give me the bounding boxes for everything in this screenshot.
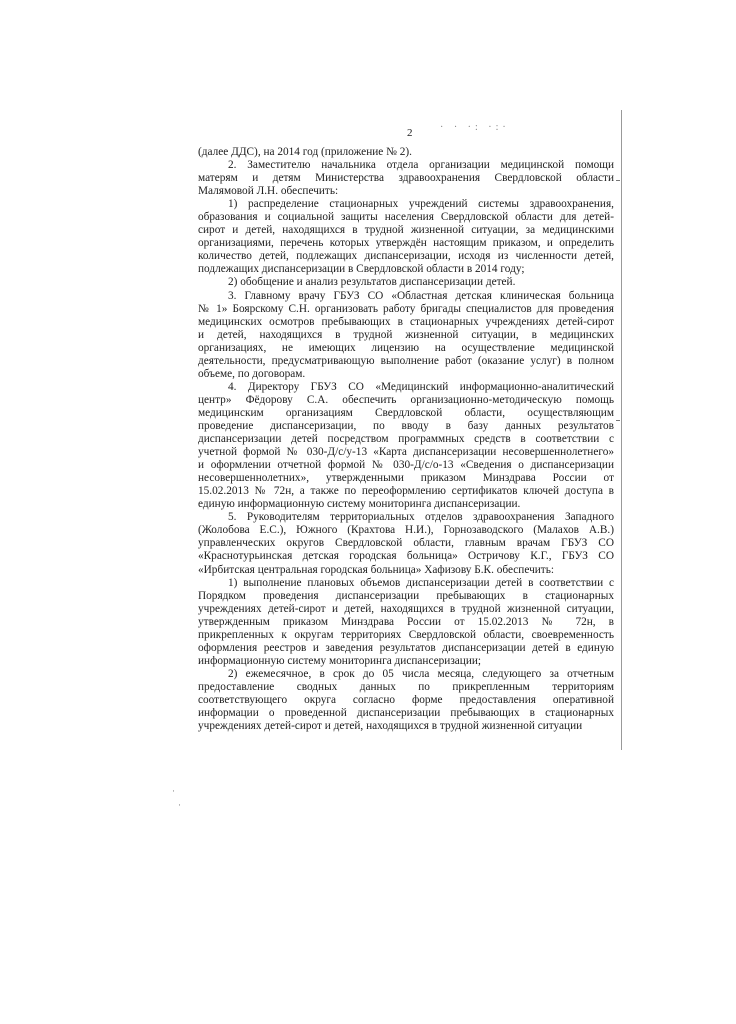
paragraph-line: утвержденным приказом Минздрава России от 15.02.2013 № 72н, в xyxy=(198,615,614,628)
paragraph-line: 1) распределение стационарных учреждений системы здравоохранения, xyxy=(228,198,614,211)
paragraph-line: учреждениях детей-сирот и детей, находящихся в трудной жизненной ситуации, xyxy=(198,602,614,615)
paragraph-line: деятельности, предусматривающую выполнение работ (оказание услуг) в полном xyxy=(198,354,614,367)
paragraph-line: прикрепленных к округам территориях Свердловской области, своевременность xyxy=(198,628,614,641)
paragraph-line: управленческих округов Свердловской области, главным врачам ГБУЗ СО xyxy=(198,537,614,550)
paragraph-line: медицинским организациям Свердловской области, осуществляющим xyxy=(198,406,614,419)
paragraph-line: Малямовой Л.Н. обеспечить: xyxy=(198,185,339,198)
paragraph-line: 5. Руководителям территориальных отделов здравоохранения Западного xyxy=(228,511,614,524)
scan-edge-line xyxy=(621,110,622,750)
paragraph-line: соответствующего округа согласно форме предоставления оперативной xyxy=(198,693,614,706)
paragraph-line: «Краснотурьинская детская городская больница» Остричову К.Г., ГБУЗ СО xyxy=(198,550,614,563)
paragraph-line: единую информационную систему мониторинга диспансеризации. xyxy=(198,498,521,511)
paragraph-line: 2. Заместителю начальника отдела организации медицинской помощи xyxy=(228,159,614,172)
paragraph-line: несовершеннолетних», утвержденными приказом Минздрава России от xyxy=(198,472,614,485)
paragraph-line: подлежащих диспансеризации в Свердловской области в 2014 году; xyxy=(198,263,525,276)
paragraph-line: сирот и детей, находящихся в трудной жизненной ситуации, за медицинскими xyxy=(198,224,614,237)
paragraph-line: проведение диспансеризации, по вводу в базу данных результатов xyxy=(198,419,614,432)
paragraph-line: оформления реестров и заведения результатов диспансеризации детей в единую xyxy=(198,641,614,654)
paragraph-line: предоставление сводных данных по прикрепленным территориям xyxy=(198,680,614,693)
paragraph-line: Порядком проведения диспансеризации пребывающих в стационарных xyxy=(198,589,614,602)
paragraph-line: учреждениях детей-сирот и детей, находящихся в трудной жизненной ситуации xyxy=(198,720,583,733)
paragraph-line: диспансеризации детей посредством программных средств в соответствии с xyxy=(198,433,614,446)
paragraph-line: 15.02.2013 № 72н, а также по переоформлению сертификатов ключей доступа в xyxy=(198,485,614,498)
paragraph-line: № 1» Боярскому С.Н. организовать работу бригады специалистов для проведения xyxy=(198,302,614,315)
paragraph-line: (Жолобова Е.С.), Южного (Крахтова Н.И.), Горнозаводского (Малахов А.В.) xyxy=(198,524,614,537)
paragraph-line: 3. Главному врачу ГБУЗ СО «Областная детская клиническая больница xyxy=(228,289,614,302)
scan-edge-tick xyxy=(616,180,620,181)
paragraph-line: 4. Директору ГБУЗ СО «Медицинский информационно-аналитический xyxy=(228,380,614,393)
paragraph-line: и оформлении отчетной формой № 030-Д/с/о-13 «Сведения о диспансеризации xyxy=(198,459,614,472)
paragraph-line: матерям и детям Министерства здравоохранения Свердловской области xyxy=(198,172,614,185)
paragraph-line: организациями, перечень которых утверждён настоящим приказом, и определить xyxy=(198,237,614,250)
scan-marks: · · ·: ·:· xyxy=(440,122,510,133)
scan-speck: · xyxy=(172,786,175,796)
paragraph-line: «Ирбитская центральная городская больница» Хафизову Б.К. обеспечить: xyxy=(198,563,555,576)
paragraph-line: 2) ежемесячное, в срок до 05 числа месяца, следующего за отчетным xyxy=(228,667,614,680)
paragraph-line: образования и социальной защиты населения Свердловской области для детей- xyxy=(198,211,614,224)
paragraph-line: и детей, находящихся в трудной жизненной ситуации, в медицинских xyxy=(198,328,614,341)
scan-edge-tick xyxy=(616,420,620,421)
paragraph-line: организациях, не имеющих лицензию на осуществление медицинской xyxy=(198,341,614,354)
paragraph-line: учетной формой № 030-Д/с/у-13 «Карта диспансеризации несовершеннолетнего» xyxy=(198,446,614,459)
paragraph-line: информационную систему мониторинга диспансеризации; xyxy=(198,654,482,667)
document-body xyxy=(198,146,614,733)
paragraph-line: объеме, по договорам. xyxy=(198,367,306,380)
paragraph-line: 2) обобщение и анализ результатов диспансеризации детей. xyxy=(228,276,516,289)
paragraph-line: центр» Фёдорову С.А. обеспечить организационно-методическую помощь xyxy=(198,393,614,406)
paragraph-line: медицинских осмотров пребывающих в стационарных учреждениях детей-сирот xyxy=(198,315,614,328)
page-number: 2 xyxy=(407,127,413,139)
paragraph-line: количество детей, подлежащих диспансеризации, исходя из численности детей, xyxy=(198,250,614,263)
paragraph-line: информации о проведенной диспансеризации пребывающих в стационарных xyxy=(198,707,614,720)
paragraph-line: (далее ДДС), на 2014 год (приложение № 2). xyxy=(198,146,412,158)
paragraph-line: 1) выполнение плановых объемов диспансеризации детей в соответствии с xyxy=(228,576,614,589)
scan-speck: · xyxy=(178,800,181,810)
